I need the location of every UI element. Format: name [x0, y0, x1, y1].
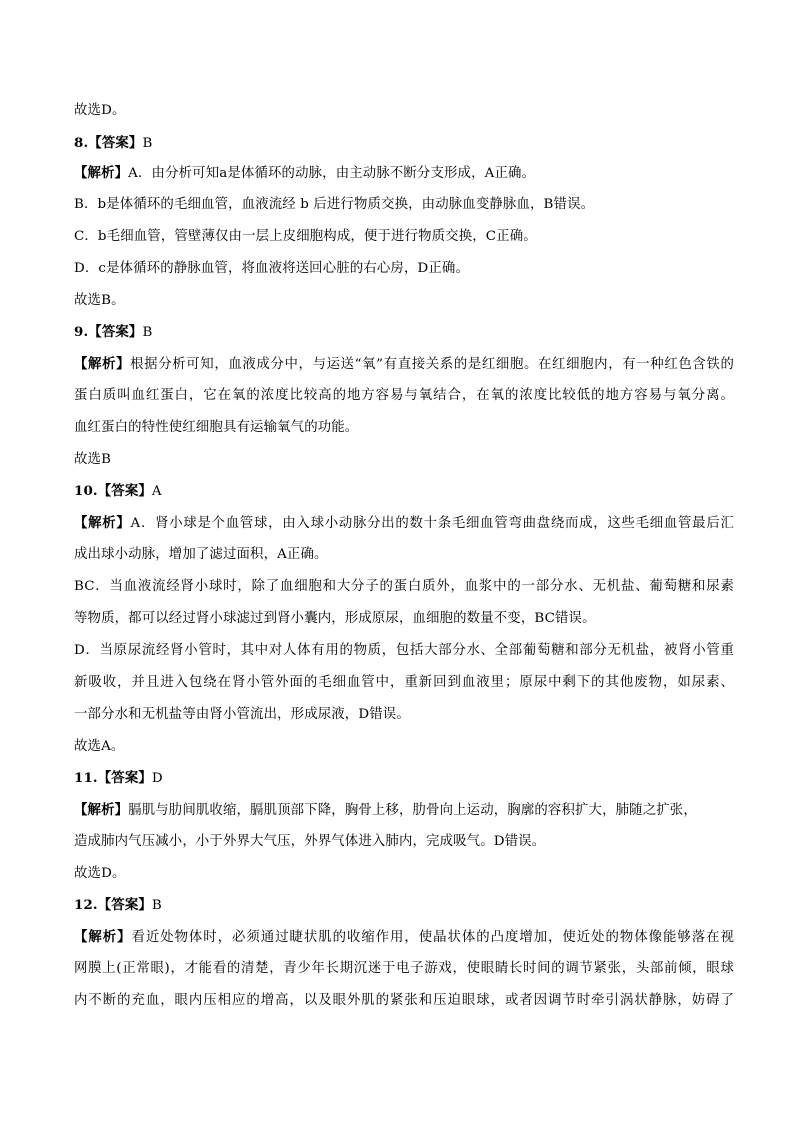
analysis-text: 膈肌与肋间肌收缩，膈肌顶部下降，胸骨上移，肋骨向上运动，胸廓的容积扩大，肺随之扩张，	[128, 803, 697, 818]
answer-value: A	[151, 484, 162, 499]
analysis-line: BC．当血液流经肾小球时，除了血细胞和大分子的蛋白质外，血浆中的一部分水、无机盐、葡萄糖和尿素	[74, 579, 734, 594]
analysis-tag: 【解析】	[74, 356, 131, 372]
analysis-line: D．c是体循环的静脉血管，将血液将送回心脏的右心房，D正确。	[74, 261, 470, 276]
question-9-answer	[74, 323, 734, 342]
question-number: 8.【答案】	[74, 135, 143, 151]
analysis-line: 等物质，都可以经过肾小球滤过到肾小囊内，形成原尿，血细胞的数量不变，BC错误。	[74, 611, 596, 626]
analysis-line	[74, 801, 734, 820]
analysis-line: 新吸收，并且进入包绕在肾小管外面的毛细血管中，重新回到血液里；原尿中剩下的其他废物，如尿素、	[74, 675, 734, 690]
analysis-text: 根据分析可知，血液成分中，与运送“氧”有直接关系的是红细胞。在红细胞内，有一种红色含铁的	[130, 357, 734, 372]
question-10-answer	[74, 482, 734, 501]
question-number: 12.【答案】	[74, 897, 152, 913]
question-11-answer	[74, 769, 734, 788]
question-12-answer	[74, 896, 734, 915]
analysis-line	[74, 355, 734, 374]
analysis-line: B．b是体循环的毛细血管，血液流经 b 后进行物质交换，由动脉血变静脉血，B错误。	[74, 197, 595, 212]
analysis-line: 一部分水和无机盐等由肾小管流出，形成尿液，D错误。	[74, 707, 410, 722]
answer-value: D	[151, 771, 163, 786]
question-number: 11.【答案】	[74, 770, 152, 786]
analysis-line	[74, 928, 734, 947]
analysis-text: A．由分析可知a是体循环的动脉，由主动脉不断分支形成，A正确。	[128, 166, 536, 181]
analysis-line: 造成肺内气压减小，小于外界大气压，外界气体进入肺内，完成吸气。D错误。	[74, 834, 546, 849]
conclusion-line: 故选B	[74, 452, 112, 467]
question-8-answer	[74, 134, 734, 153]
answer-value: B	[142, 325, 153, 340]
analysis-line: 血红蛋白的特性使红细胞具有运输氧气的功能。	[74, 420, 359, 435]
analysis-line: 网膜上(正常眼)，才能看的清楚，青少年长期沉迷于电子游戏，使眼睛长时间的调节紧张，头部前倾，眼球	[74, 961, 734, 976]
question-number: 9.【答案】	[74, 324, 143, 340]
analysis-text: A．肾小球是个血管球，由入球小动脉分出的数十条毛细血管弯曲盘绕而成，这些毛细血管最后汇	[130, 516, 734, 531]
analysis-line: D．当原尿流经肾小管时，其中对人体有用的物质，包括大部分水、全部葡萄糖和部分无机盐，被肾小管重	[74, 643, 734, 658]
answer-value: B	[142, 136, 153, 151]
conclusion-line: 故选B。	[74, 293, 125, 308]
analysis-tag: 【解析】	[74, 165, 129, 181]
conclusion-line: 故选D。	[74, 103, 126, 118]
analysis-tag: 【解析】	[74, 929, 132, 945]
answer-value: B	[151, 898, 162, 913]
analysis-line: C．b毛细血管，管壁薄仅由一层上皮细胞构成，便于进行物质交换，C正确。	[74, 229, 537, 244]
analysis-tag: 【解析】	[74, 802, 129, 818]
question-number: 10.【答案】	[74, 483, 152, 499]
conclusion-line: 故选A。	[74, 739, 125, 754]
analysis-line: 蛋白质叫血红蛋白，它在氧的浓度比较高的地方容易与氧结合，在氧的浓度比较低的地方容易与氧分离。	[74, 388, 734, 403]
analysis-text: 看近处物体时，必须通过睫状肌的收缩作用，使晶状体的凸度增加，使近处的物体像能够落在视	[131, 930, 734, 945]
conclusion-line: 故选D。	[74, 866, 126, 881]
analysis-line	[74, 514, 734, 533]
analysis-tag: 【解析】	[74, 515, 131, 531]
analysis-line	[74, 164, 734, 183]
analysis-line: 内不断的充血，眼内压相应的增高，以及眼外肌的紧张和压迫眼球，或者因调节时牵引涡状静脉，妨碍了	[74, 993, 734, 1008]
analysis-line: 成出球小动脉，增加了滤过面积，A正确。	[74, 547, 328, 562]
